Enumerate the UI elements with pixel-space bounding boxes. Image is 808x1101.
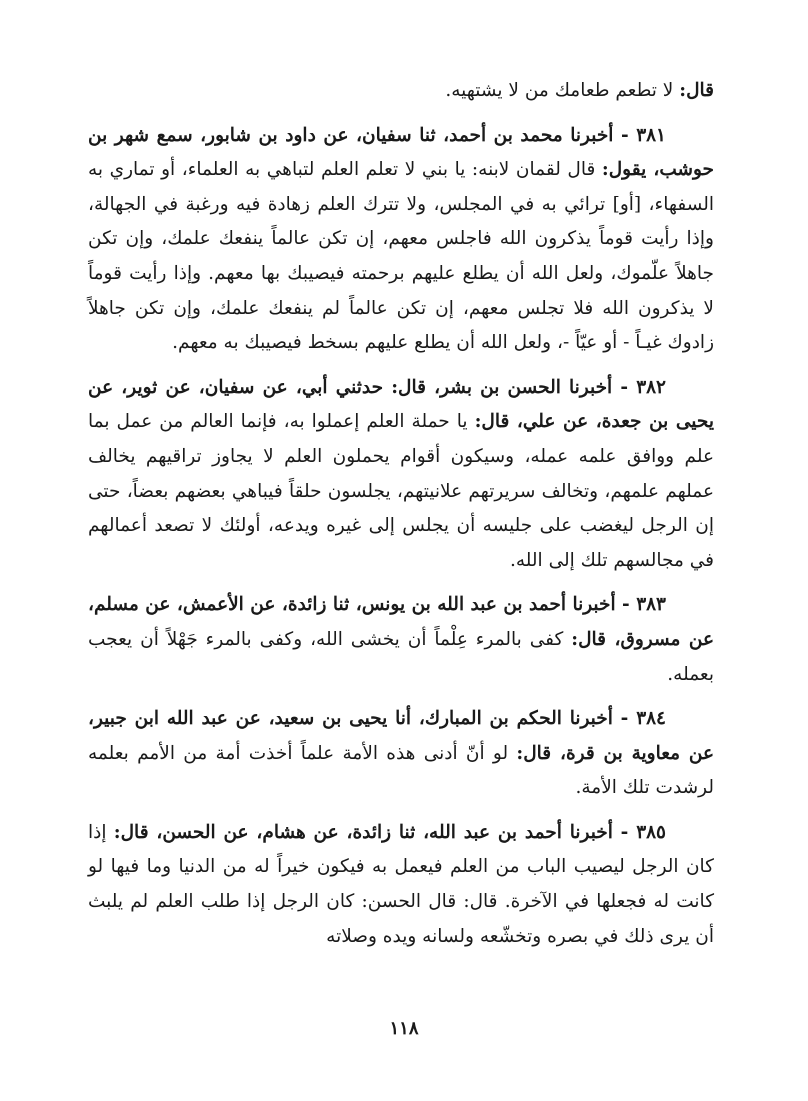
- narration-384: [88, 702, 714, 806]
- narration-382-text: يا حملة العلم إعملوا به، فإنما العالم من عمل بما علم ووافق علمه عمله، وسيكون أقوام يحملون العلم لا يجاوز تراقيهم يخالف عملهم علمهم، وتخالف سريرتهم علانيتهم، يجلسون حلقاً فيباهي بعضهم بعضاً، حتى إن الرجل ليغضب على جليسه أن يجلس إلى غيره ويدعه، أولئك لا تصعد أعمالهم في مجالسهم تلك إلى الله.: [88, 411, 714, 571]
- narration-382-isnad: ٣٨٢ - أخبرنا الحسن بن بشر، قال: حدثني أبي، عن سفيان، عن ثوير، عن يحيى بن جعدة، عن علي، قال:: [88, 376, 714, 433]
- narration-385: [88, 816, 714, 954]
- narration-382: [88, 371, 714, 579]
- page-number: ١١٨: [389, 1018, 419, 1039]
- narration-381: [88, 119, 714, 361]
- narration-383: [88, 588, 714, 692]
- narration-381-isnad: ٣٨١ - أخبرنا محمد بن أحمد، ثنا سفيان، عن داود بن شابور، سمع شهر بن حوشب، يقول:: [88, 124, 714, 181]
- narration-384-text: لو أنّ أدنى هذه الأمة علماً أخذت أمة من الأمم بعلمه لرشدت تلك الأمة.: [88, 742, 714, 799]
- opening-speaker: قال:: [679, 80, 714, 101]
- narration-385-isnad: ٣٨٥ - أخبرنا أحمد بن عبد الله، ثنا زائدة، عن هشام، عن الحسن، قال:: [113, 821, 666, 843]
- narration-383-text: كفى بالمرء عِلْماً أن يخشى الله، وكفى بالمرء جَهْلاً أن يعجب بعمله.: [88, 628, 714, 685]
- narration-383-isnad: ٣٨٣ - أخبرنا أحمد بن عبد الله بن يونس، ثنا زائدة، عن الأعمش، عن مسلم، عن مسروق، قال:: [88, 594, 714, 650]
- opening-line: [88, 74, 714, 109]
- opening-text: لا تطعم طعامك من لا يشتهيه.: [445, 80, 680, 101]
- book-page: [88, 74, 714, 1054]
- narration-385-text: إذا كان الرجل ليصيب الباب من العلم فيعمل به فيكون خيراً له من الدنيا وما فيها لو كانت له فجعلها في الآخرة. قال: قال الحسن: كان الرجل إذا طلب العلم لم يلبث أن يرى ذلك في بصره وتخشّعه ولسانه ويده وصلاته: [88, 821, 714, 947]
- narration-381-text: قال لقمان لابنه: يا بني لا تعلم العلم لتباهي به العلماء، أو تماري به السفهاء، [أو] ترائي به في المجلس، ولا تترك العلم زهادة فيه ورغبة في الجهالة، وإذا رأيت قوماً يذكرون الله فاجلس معهم، إن تكن عالماً ينفعك علمك، وإن تكن جاهلاً علّموك، ولعل الله أن يطلع عليهم برحمته فيصيبك بها معهم. وإذا رأيت قوماً لا يذكرون الله فلا تجلس معهم، إن تكن عالماً لم ينفعك علمك، وإن تكن جاهلاً زادوك غيـاً - أو عيّاً -، ولعل الله أن يطلع عليهم بسخط فيصيبك به معهم.: [88, 159, 714, 354]
- narration-384-isnad: ٣٨٤ - أخبرنا الحكم بن المبارك، أنا يحيى بن سعيد، عن عبد الله ابن جبير، عن معاوية بن قرة، قال:: [88, 708, 714, 764]
